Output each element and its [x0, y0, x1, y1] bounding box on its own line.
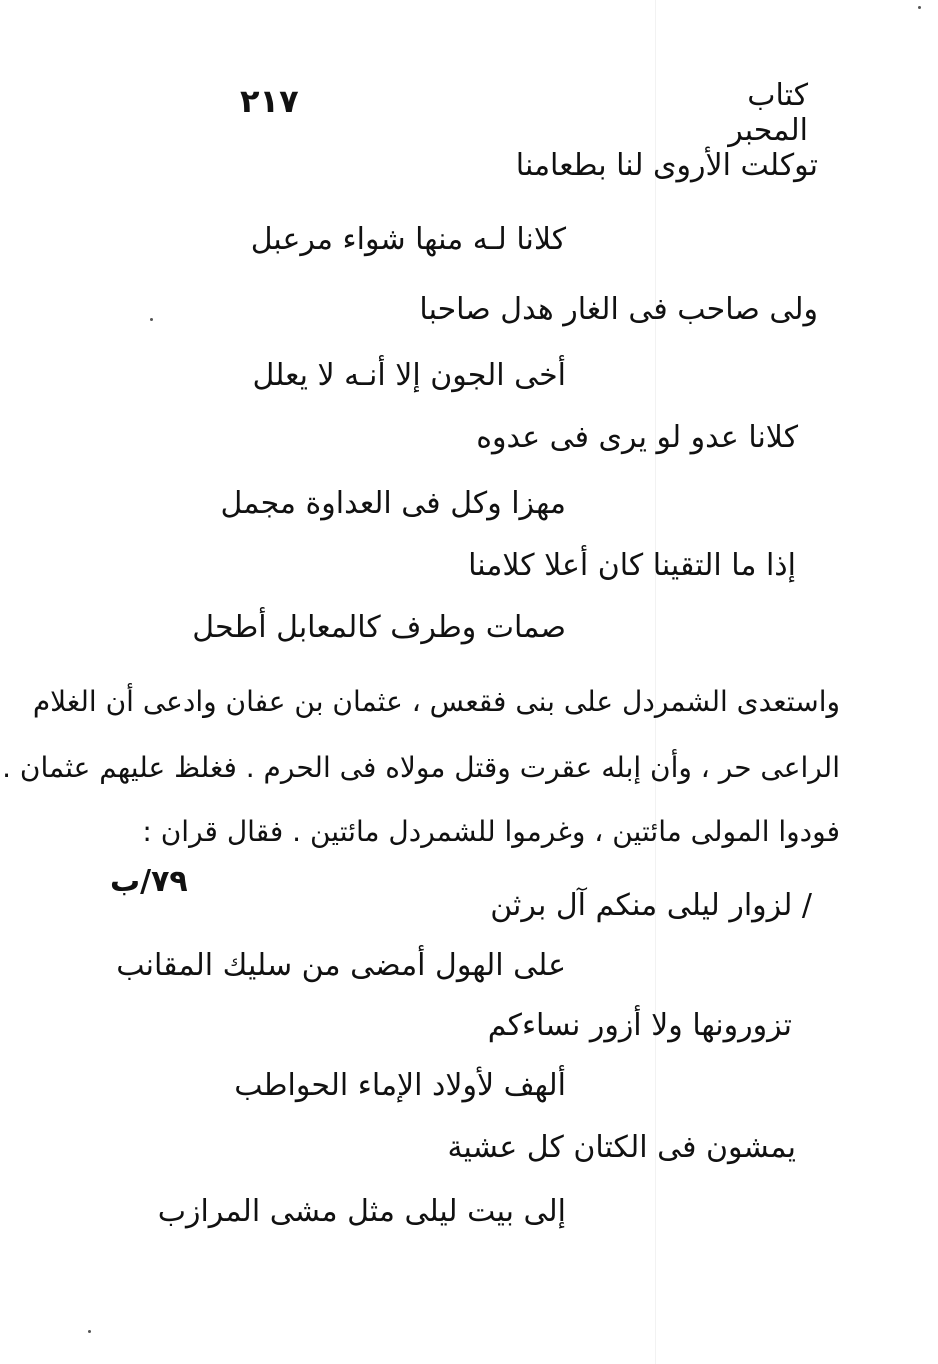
verse-line: إذا ما التقينا كان أعلا كلامنا [468, 548, 796, 583]
paper-speck [918, 6, 921, 9]
verse-line: كلانا عدو لو يرى فى عدوه [476, 420, 798, 455]
verse-line: ألهف لأولاد الإماء الحواطب [234, 1068, 566, 1103]
verse-line: إلى بيت ليلى مثل مشى المرازب [157, 1194, 566, 1229]
page-number: ٢١٧ [240, 82, 299, 120]
margin-folio-note: ٧٩/ب [110, 864, 188, 899]
verse-line: أخى الجون إلا أنـه لا يعلل [252, 358, 566, 393]
verse-line: على الهول أمضى من سليك المقانب [116, 948, 566, 983]
verse-line: صمات وطرف كالمعابل أطحل [192, 610, 566, 645]
verse-line: مهزا وكل فى العداوة مجمل [220, 486, 566, 521]
paper-speck [88, 1330, 91, 1333]
running-head: كتاب المحبر [728, 78, 808, 148]
verse-line: / لزوار ليلى منكم آل برثن [490, 888, 812, 923]
verse-line: كلانا لـه منها شواء مرعبل [250, 222, 566, 257]
prose-line: الراعى حر ، وأن إبله عقرت وقتل مولاه فى الحرم . فغلظ عليهم عثمان . [2, 751, 840, 784]
verse-line: يمشون فى الكتان كل عشية [447, 1130, 796, 1165]
verse-line: تزورونها ولا أزور نساءكم [487, 1008, 792, 1043]
verse-line: توكلت الأروى لنا بطعامنا [515, 148, 818, 183]
prose-line: فودوا المولى مائتين ، وغرموا للشمردل مائتين . فقال قران : [142, 815, 840, 848]
paper-speck [150, 318, 153, 321]
prose-line: واستعدى الشمردل على بنى فقعس ، عثمان بن عفان وادعى أن الغلام [32, 685, 840, 718]
verse-line: ولى صاحب فى الغار هدل صاحبا [419, 292, 818, 327]
